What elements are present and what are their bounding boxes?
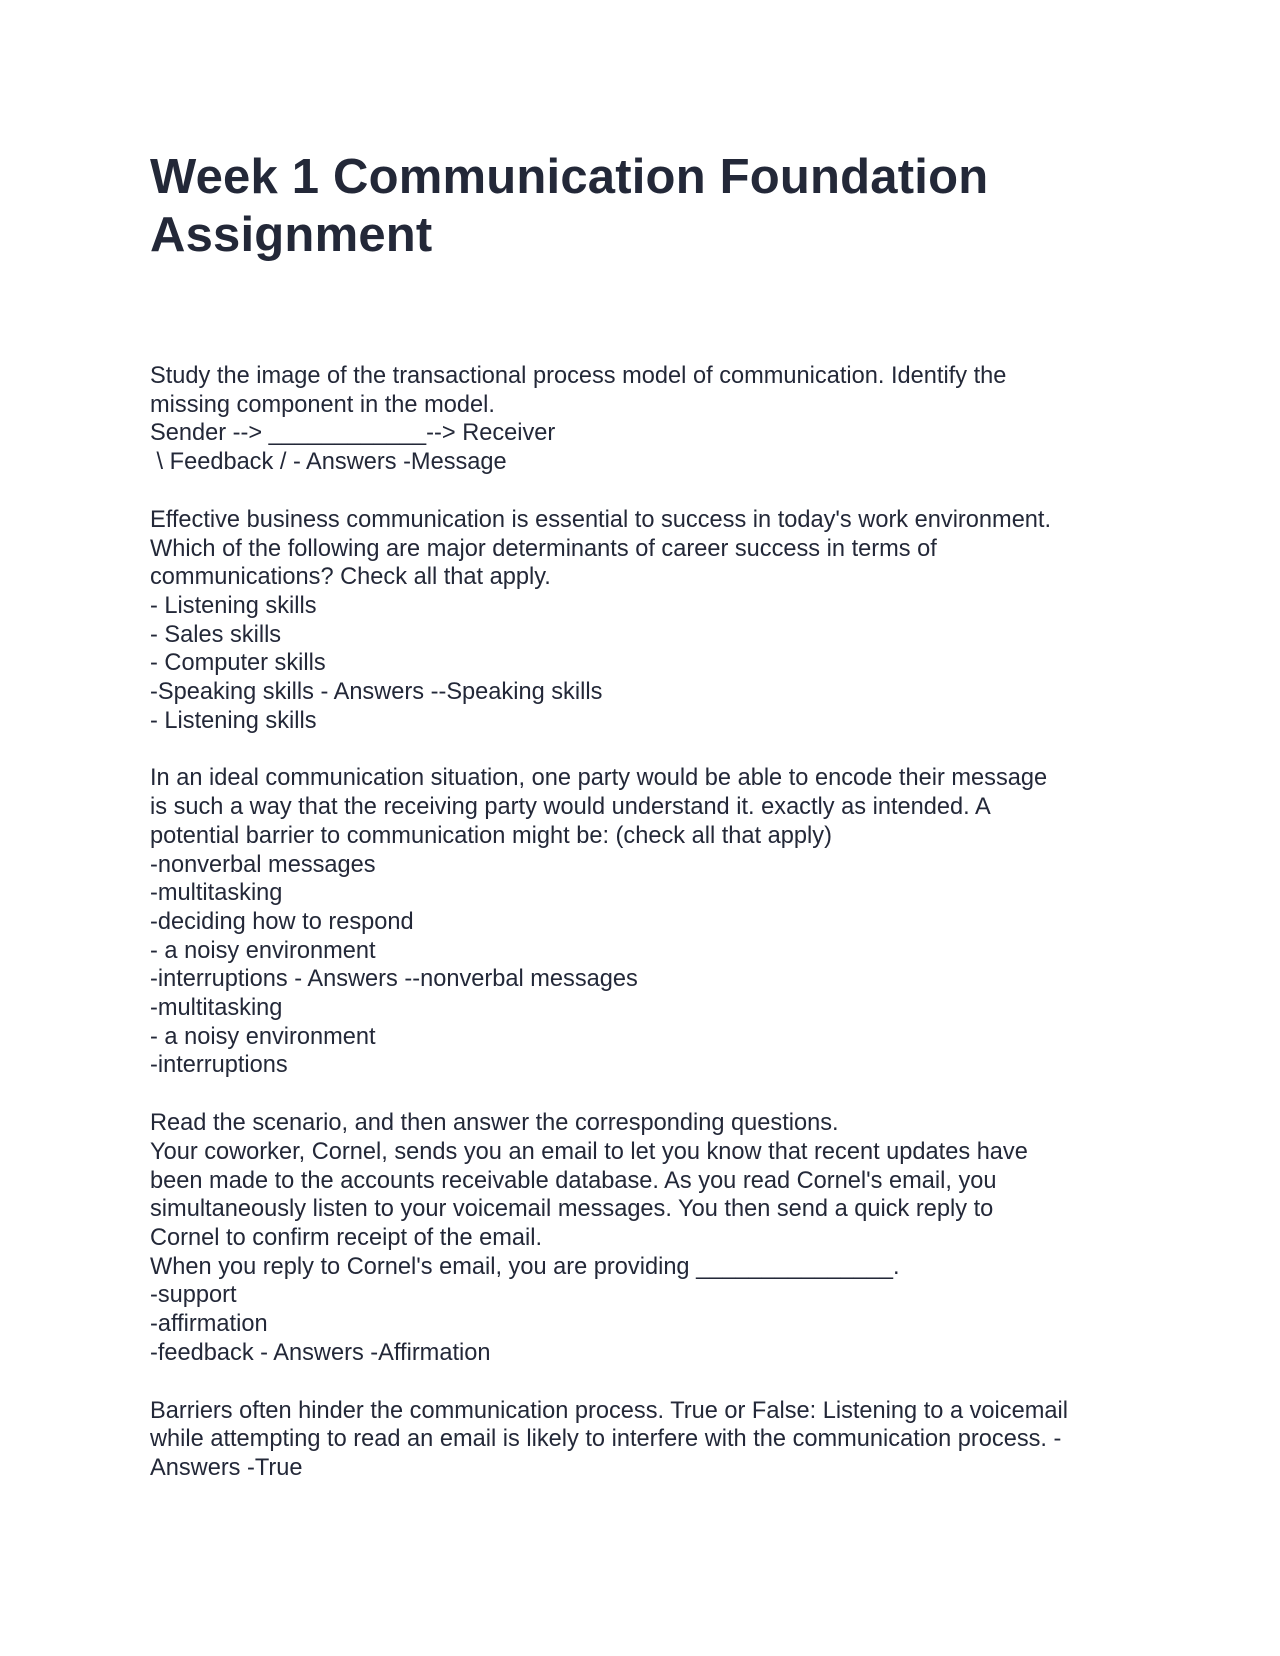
text-line: Read the scenario, and then answer the corresponding questions.: [150, 1110, 839, 1137]
title-line: Assignment: [150, 208, 433, 262]
text-line: -affirmation: [150, 1311, 268, 1338]
document-page: [150, 148, 1150, 1512]
text-line: missing component in the model.: [150, 391, 495, 418]
question-block-3: [150, 764, 1150, 1080]
text-line: Effective business communication is essential to success in today's work environment.: [150, 506, 1052, 533]
text-line: while attempting to read an email is likely to interfere with the communication process. -: [150, 1426, 1062, 1453]
text-line: -interruptions - Answers --nonverbal messages: [150, 966, 638, 993]
text-line: In an ideal communication situation, one party would be able to encode their message: [150, 765, 1048, 792]
text-line: When you reply to Cornel's email, you are providing _______________.: [150, 1253, 900, 1280]
text-line: Cornel to confirm receipt of the email.: [150, 1224, 543, 1251]
text-line: - Listening skills: [150, 592, 317, 619]
text-line: simultaneously listen to your voicemail messages. You then send a quick reply to: [150, 1196, 994, 1223]
text-line: Answers -True: [150, 1454, 303, 1481]
question-block-2: [150, 506, 1150, 736]
text-line: is such a way that the receiving party would understand it. exactly as intended. A: [150, 794, 991, 821]
text-line: Study the image of the transactional process model of communication. Identify the: [150, 363, 1007, 389]
text-line: -feedback - Answers -Affirmation: [150, 1339, 491, 1366]
text-line: -interruptions: [150, 1052, 288, 1079]
text-line: been made to the accounts receivable database. As you read Cornel's email, you: [150, 1167, 997, 1194]
page-title: [150, 148, 1150, 264]
text-line: Sender --> ____________--> Receiver: [150, 420, 556, 447]
text-line: - Listening skills: [150, 707, 317, 734]
text-line: -multitasking: [150, 880, 283, 907]
question-block-5: [150, 1397, 1150, 1483]
title-line: Week 1 Communication Foundation: [150, 150, 989, 204]
text-line: communications? Check all that apply.: [150, 564, 551, 591]
text-line: potential barrier to communication might be: (check all that apply): [150, 822, 832, 849]
question-block-4: [150, 1109, 1150, 1367]
text-line: -support: [150, 1282, 237, 1309]
document-body: [150, 362, 1150, 1483]
text-line: Your coworker, Cornel, sends you an email to let you know that recent updates have: [150, 1138, 1028, 1165]
text-line: -deciding how to respond: [150, 908, 414, 935]
question-block-1: [150, 362, 1150, 477]
text-line: - a noisy environment: [150, 1023, 376, 1050]
text-line: -multitasking: [150, 995, 283, 1022]
text-line: - Computer skills: [150, 650, 326, 677]
text-line: Which of the following are major determinants of career success in terms of: [150, 535, 937, 562]
text-line: Barriers often hinder the communication process. True or False: Listening to a voicemail: [150, 1397, 1068, 1424]
text-line: \ Feedback / - Answers -Message: [150, 449, 507, 476]
text-line: - a noisy environment: [150, 937, 376, 964]
text-line: - Sales skills: [150, 621, 282, 648]
text-line: -nonverbal messages: [150, 851, 376, 878]
text-line: -Speaking skills - Answers --Speaking skills: [150, 679, 603, 706]
